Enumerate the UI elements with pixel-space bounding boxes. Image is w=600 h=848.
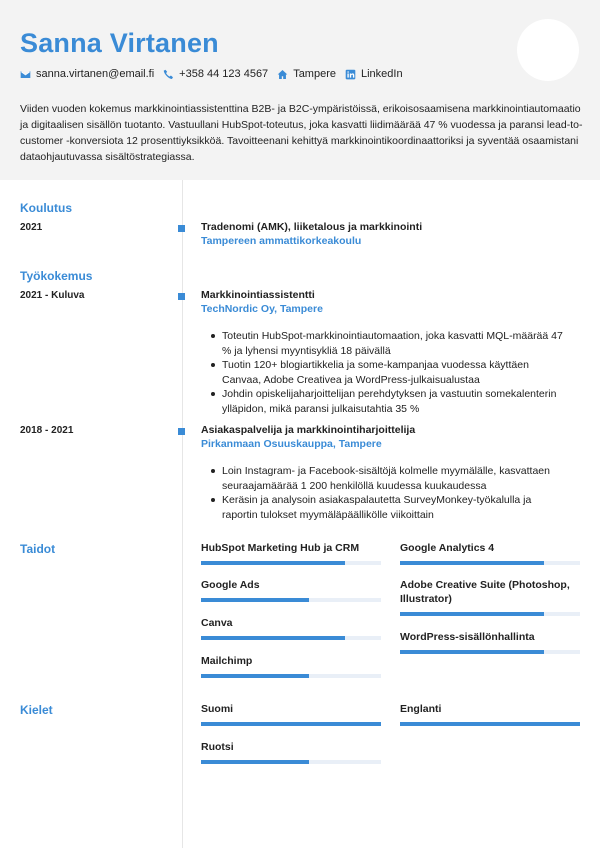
skill-level-fill [201, 674, 309, 678]
phone-text: +358 44 123 4567 [179, 68, 269, 80]
job-bullet-list [222, 329, 567, 416]
contact-city [277, 68, 336, 80]
language-level-track [201, 760, 381, 764]
job-date: 2018 - 2021 [20, 425, 74, 436]
skill-name: Mailchimp [201, 655, 253, 667]
skill-name: HubSpot Marketing Hub ja CRM [201, 542, 360, 554]
skill-level-track [201, 674, 381, 678]
phone-icon [163, 69, 174, 80]
contact-linkedin[interactable] [345, 68, 403, 80]
language-level-track [400, 722, 580, 726]
education-date: 2021 [20, 222, 43, 233]
skill-name: Google Ads [201, 579, 260, 591]
city-text: Tampere [293, 68, 336, 80]
language-level-track [201, 722, 381, 726]
list-item: Johdin opiskelijaharjoittelijan perehdytyksen ja vastuutin somekalenterin ylläpidon, mikä paransi julkaisutahtia 35 % [222, 387, 567, 416]
language-item [201, 740, 381, 764]
timeline-marker [178, 293, 185, 300]
contact-phone[interactable] [163, 68, 268, 80]
skill-level-track [201, 636, 381, 640]
linkedin-icon [345, 69, 356, 80]
list-item: Loin Instagram- ja Facebook-sisältöjä kolmelle myymälälle, kasvattaen seuraajamäärää 1 200 henkilöllä kuudessa kuukaudessa [222, 464, 567, 493]
skill-level-fill [201, 561, 345, 565]
language-name: Englanti [400, 703, 442, 715]
skill-level-fill [201, 636, 345, 640]
skill-level-fill [400, 612, 544, 616]
candidate-name: Sanna Virtanen [20, 28, 219, 58]
timeline-marker [178, 428, 185, 435]
list-item: Keräsin ja analysoin asiakaspalautetta SurveyMonkey-työkalulla ja raportin tulokset myymäläpäällikölle viikoittain [222, 493, 567, 522]
language-name: Ruotsi [201, 741, 234, 753]
language-level-fill [201, 760, 309, 764]
company-name: Pirkanmaan Osuuskauppa, Tampere [201, 438, 382, 450]
skill-item [400, 630, 580, 654]
home-icon [277, 69, 288, 80]
list-item: Tuotin 120+ blogiartikkelia ja some-kampanjaa vuodessa käyttäen Canvaa, Adobe Creativea ja WordPress-julkaisualustaa [222, 358, 567, 387]
education-heading: Koulutus [20, 201, 72, 215]
language-level-fill [400, 722, 580, 726]
skill-name: WordPress-sisällönhallinta [400, 631, 535, 643]
job-title: Markkinointiassistentti [201, 289, 315, 301]
profile-photo-placeholder [517, 19, 579, 81]
linkedin-text: LinkedIn [360, 68, 403, 80]
skill-name: Google Analytics 4 [400, 542, 495, 554]
language-item [201, 702, 381, 726]
timeline-marker [178, 225, 185, 232]
skill-level-fill [400, 561, 544, 565]
skill-item [400, 578, 580, 616]
skill-item [400, 541, 580, 565]
skill-level-track [400, 612, 580, 616]
experience-heading: Työkokemus [20, 269, 93, 283]
skill-level-fill [400, 650, 544, 654]
envelope-icon [20, 69, 31, 80]
skills-heading: Taidot [20, 542, 56, 556]
email-text: sanna.virtanen@email.fi [36, 68, 155, 80]
company-name: TechNordic Oy, Tampere [201, 303, 323, 315]
language-item [400, 702, 580, 726]
skill-name: Canva [201, 617, 233, 629]
job-title: Asiakaspalvelija ja markkinointiharjoittelija [201, 424, 416, 436]
contact-row [20, 68, 412, 80]
list-item: Toteutin HubSpot-markkinointiautomaation, joka kasvatti MQL-määrää 47 % ja lyhensi myyntisykliä 18 päivällä [222, 329, 567, 358]
contact-email[interactable] [20, 68, 154, 80]
job-bullet-list [222, 464, 567, 522]
skill-level-track [400, 561, 580, 565]
skill-level-track [201, 598, 381, 602]
skill-item [201, 616, 381, 640]
degree-title: Tradenomi (AMK), liiketalous ja markkinointi [201, 221, 423, 233]
language-level-fill [201, 722, 381, 726]
languages-heading: Kielet [20, 703, 53, 717]
skill-level-fill [201, 598, 309, 602]
skill-item [201, 578, 381, 602]
skill-item [201, 541, 381, 565]
skill-level-track [400, 650, 580, 654]
skill-name: Adobe Creative Suite (Photoshop, Illustrator) [400, 579, 570, 605]
skill-level-track [201, 561, 381, 565]
skill-item [201, 654, 381, 678]
school-name: Tampereen ammattikorkeakoulu [201, 235, 362, 247]
job-date: 2021 - Kuluva [20, 290, 85, 301]
profile-summary: Viiden vuoden kokemus markkinointiassistenttina B2B- ja B2C-ympäristöissä, erikoisosaamisena markkinointiautomaatio ja digitaalisen sisällön tuotanto. Vastuullani HubSpot-toteutus, joka kasvatti liidimäärää 47 % vuodessa ja paransi lead-to-customer -konversiota 12 prosenttiyksikköä. Tavoitteenani kehittyä markkinointikoordinaattoriksi ja syventää osaamistani dataohjautuvassa sisältöstrategiassa. [20, 103, 583, 163]
language-name: Suomi [201, 703, 234, 715]
timeline-divider [182, 180, 183, 848]
